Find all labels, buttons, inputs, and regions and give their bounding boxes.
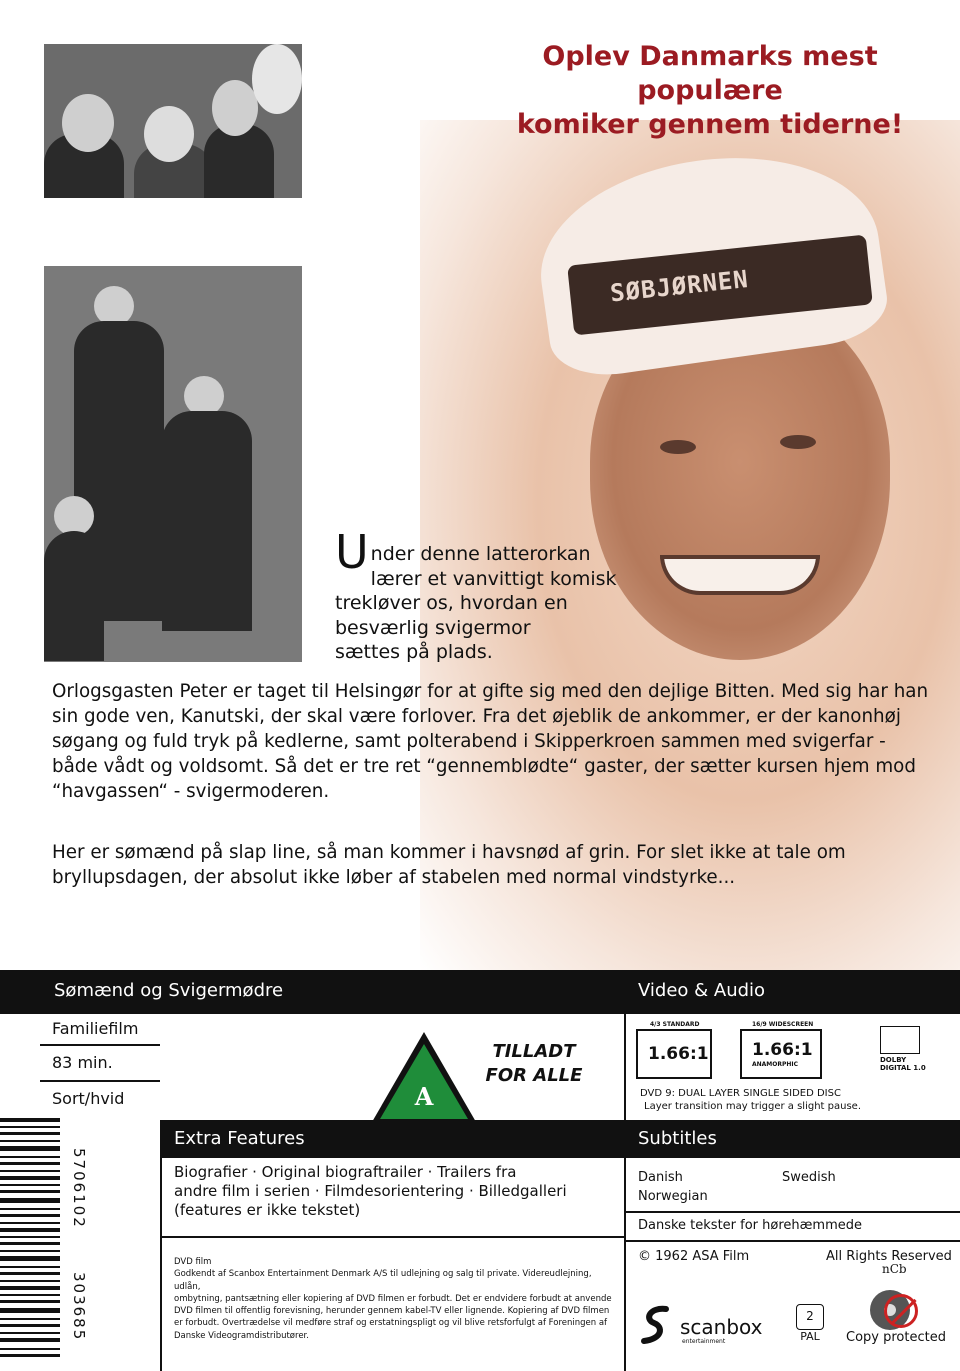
pal-label: PAL <box>800 1330 820 1343</box>
standard-label: 4/3 STANDARD <box>650 1021 700 1028</box>
all-rights-reserved: All Rights Reserved <box>826 1249 952 1264</box>
intro-line: lærer et vanvittigt komisk <box>370 567 617 590</box>
standard-aspect: 1.66:1 <box>648 1044 709 1064</box>
info-bar <box>0 970 960 1014</box>
region-icon: 2 <box>796 1304 824 1330</box>
divider <box>40 1080 160 1082</box>
rating-text: TILLADT FOR ALLE <box>485 1041 583 1086</box>
anamorphic-label: ANAMORPHIC <box>752 1061 799 1068</box>
divider <box>624 1240 960 1242</box>
scanbox-logo-icon <box>640 1305 672 1345</box>
cap-band-text: SØBJØRNEN <box>608 265 751 308</box>
hero-smile <box>660 555 820 595</box>
no-copy-icon <box>884 1294 918 1328</box>
extra-features-heading: Extra Features <box>174 1128 305 1149</box>
scanbox-sub: entertainment <box>682 1338 726 1345</box>
barcode-digits-2: 303685 <box>70 1272 88 1342</box>
synopsis-paragraph-2: Her er sømænd på slap line, så man kommer i havsnød af grin. For slet ikke at tale om bryllupsdagen, der absolut ikke løber af stabelen med normal vindstyrke... <box>52 842 846 888</box>
intro-line: besværlig svigermor <box>335 616 531 639</box>
features-bar <box>160 1120 960 1158</box>
intro-text <box>335 525 655 665</box>
dolby-logo: DOLBY DIGITAL 1.0 <box>880 1026 930 1072</box>
hero-eye <box>780 435 816 449</box>
synopsis-paragraph-1: Orlogsgasten Peter er taget til Helsingør for at gifte sig med den dejlige Bitten. Med sig har han sin gode ven, Kanutski, der skal være forlover. Fra det øjeblik de ankommer, er der kanonhøj søgang og fuld tryk på kedlerne, samt polterabend i Skipperkroen sammen med svigerfar - både vådt og voldsomt. Så det er tre ret “gennemblødte“ gaster, der sætter kursen hjem mod “havgassen“ - svigermoderen. <box>52 681 929 802</box>
headline-line-2: komiker gennem tiderne! <box>516 109 904 140</box>
intro-line: sættes på plads. <box>335 641 493 663</box>
scanbox-logo-text: scanbox <box>680 1315 763 1339</box>
barcode-digits-1: 5706102 <box>70 1148 88 1229</box>
rating-letter: A <box>414 1082 434 1111</box>
divider <box>40 1044 160 1046</box>
intro-line: trekløver os, hvordan en <box>335 592 568 614</box>
runtime: 83 min. <box>52 1053 113 1072</box>
legal-text: DVD film Godkendt af Scanbox Entertainment Denmark A/S til udlejning og salg til private. Videreudlejning, udlån, ombytning, pantsætning eller kopiering af DVD filmen er forbudt. Det er endvidere forbudt at anvende DVD filmen til offentlig forevisning, herunder gennem kabel-TV eller lignende. Kopiering af DVD filmen er forbudt. Overtrædelse vil medføre straf og erstatningspligt og vil blive retsforfulgt af Foreningen af Danske Videogramdistributører. <box>174 1257 612 1341</box>
copy-protected: Copy protected <box>846 1330 946 1345</box>
dropcap: U <box>335 525 369 579</box>
subtitle-danish: Danish <box>638 1170 683 1185</box>
divider <box>160 1236 624 1238</box>
intro-line: nder denne latterorkan <box>370 543 591 565</box>
movie-title: Sømænd og Svigermødre <box>54 980 284 1001</box>
barcode-bars <box>0 1112 60 1362</box>
still-photo-1 <box>44 44 302 198</box>
video-audio-heading: Video & Audio <box>638 980 766 1001</box>
divider <box>624 1014 626 1371</box>
dvd-info: DVD 9: DUAL LAYER SINGLE SIDED DISC Layer transition may trigger a slight pause. <box>640 1088 862 1112</box>
divider <box>160 1158 162 1371</box>
subtitle-norwegian: Norwegian <box>638 1189 708 1204</box>
subtitle-swedish: Swedish <box>782 1170 836 1185</box>
pal-region <box>796 1304 824 1343</box>
divider <box>624 1211 960 1213</box>
widescreen-aspect: 1.66:1 <box>752 1040 813 1060</box>
still-photo-2 <box>44 266 302 662</box>
color-format: Sort/hvid <box>52 1089 125 1108</box>
widescreen-label: 16/9 WIDESCREEN <box>752 1021 814 1028</box>
ncb-logo: nCb <box>882 1262 907 1276</box>
copyright: © 1962 ASA Film <box>638 1249 750 1264</box>
dolby-icon <box>880 1026 920 1054</box>
extra-features-list: Biografier · Original biograftrailer · Trailers fra andre film i serien · Filmdesorientering · Billedgalleri (features er ikke tekstet) <box>174 1163 567 1219</box>
barcode <box>0 1112 110 1362</box>
genre: Familiefilm <box>52 1019 139 1038</box>
standard-format-box <box>636 1029 712 1079</box>
headline-line-1: Oplev Danmarks mest populære <box>542 41 878 106</box>
headline <box>490 40 930 142</box>
hero-eye <box>660 440 696 454</box>
widescreen-format-box <box>740 1029 822 1079</box>
subtitle-hearing-impaired: Danske tekster for hørehæmmede <box>638 1218 862 1233</box>
subtitles-heading: Subtitles <box>638 1128 717 1149</box>
